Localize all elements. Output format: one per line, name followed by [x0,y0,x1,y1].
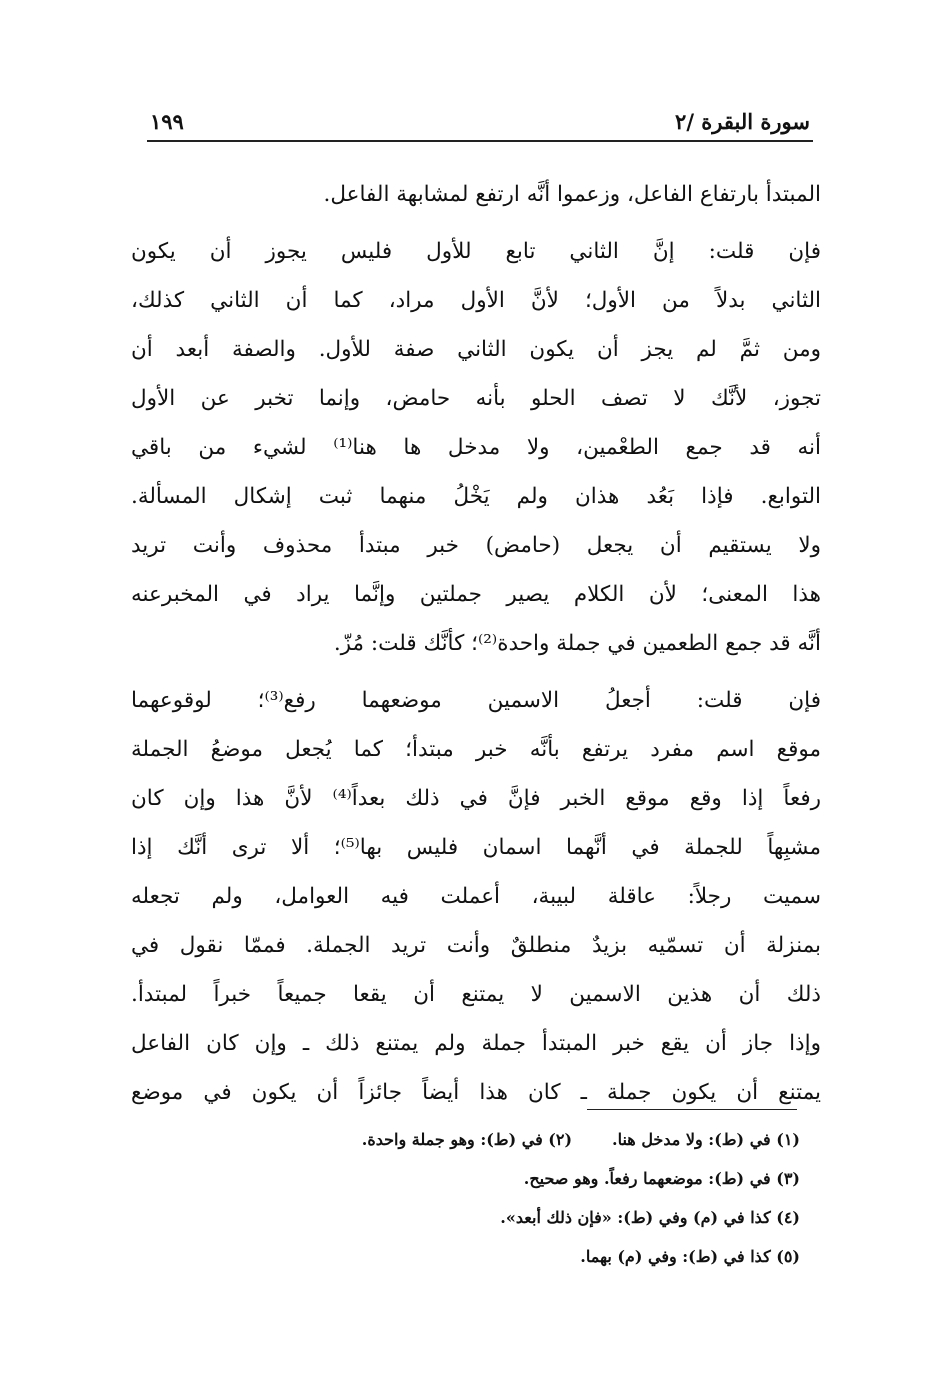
text-line: موقع اسم مفرد يرتفع بأنَّه خبر مبتدأ؛ كما يُجعل موضعُ الجملة [131,737,821,762]
page-header [150,104,810,138]
text-line: يمتنع أن يكون جملة ـ كان هذا أيضاً جائزاً أن يكون في موضع [131,1080,821,1105]
text-line: أنَّه قد جمع الطعمين في جملة واحدة⁽²⁾؛ كأنَّك قلت: مُزّ. [333,631,821,656]
text-line: ولا يستقيم أن يجعل (حامض) خبر مبتدأ محذوف وأنت تريد [131,533,821,558]
footnote-5: (٥) كذا في (ط): وفي (م) بهما. [580,1247,800,1266]
text-line: المبتدأ بارتفاع الفاعل، وزعموا أنَّه ارتفع لمشابهة الفاعل. [323,182,821,207]
text-line: أنه قد جمع الطعْمين، ولا مدخل ها هنا⁽¹⁾ لشيء من باقي [131,435,821,460]
text-line: ومن ثمَّ لم يجز أن يكون الثاني صفة للأول. والصفة أبعد أن [131,337,821,362]
footnote-rule [587,1109,797,1110]
text-line: فإن قلت: إنَّ الثاني تابع للأول فليس يجوز أن يكون [131,239,821,264]
text-line: فإن قلت: أجعلُ الاسمين موضعهما رفع⁽³⁾؛ لوقوعهما [131,688,821,713]
text-line: هذا المعنى؛ لأن الكلام يصير جملتين وإنَّما يراد في المخبرعنه [131,582,821,607]
text-line: تجوز، لأنَّك لا تصف الحلو بأنه حامض، وإنما تخبر عن الأول [131,386,821,411]
text-line: مشبِهاً للجملة في أنَّهما اسمان فليس بها⁽⁵⁾؛ ألا ترى أنَّك إذا [131,835,821,860]
text-line: ذلك أن هذين الاسمين لا يمتنع أن يقعا جميعاً خبراً لمبتدأ. [131,982,821,1007]
page-number: ١٩٩ [150,108,184,134]
text-line: التوابع. فإذا بَعُد هذان ولم يَخْلُ منهما ثبت إشكال المسألة. [131,484,821,509]
footnote-4: (٤) كذا في (م) وفي (ط): «فإن ذلك أبعد». [500,1208,800,1227]
header-rule [147,140,813,142]
text-line: الثاني بدلاً من الأول؛ لأنَّ الأول مراد، كما أن الثاني كذلك، [131,288,821,313]
main-text [131,170,821,1117]
footnote-2: (٢) في (ط): وهو جملة واحدة. [361,1130,573,1149]
text-line: سميت رجلاً: عاقلة لبيبة، أعملت فيه العوامل، ولم تجعله [131,884,821,909]
footnote-3: (٣) في (ط): موضعهما رفعاً. وهو صحيح. [523,1169,800,1188]
text-line: بمنزلة أن تسمّيه بزيدٌ منطلقٌ وأنت تريد الجملة. فممّا نقول في [131,933,821,958]
text-line: رفعاً إذا وقع موقع الخبر فإنَّ في ذلك بعداً⁽⁴⁾ لأنَّ هذا وإن كان [131,786,821,811]
text-line: وإذا جاز أن يقع خبر المبتدأ جملة ولم يمتنع ذلك ـ وإن كان الفاعل [131,1031,821,1056]
running-title: سورة البقرة /٢ [675,108,810,134]
footnotes [180,1120,800,1276]
footnote-1: (١) في (ط): ولا مدخل هنا. [612,1130,800,1149]
